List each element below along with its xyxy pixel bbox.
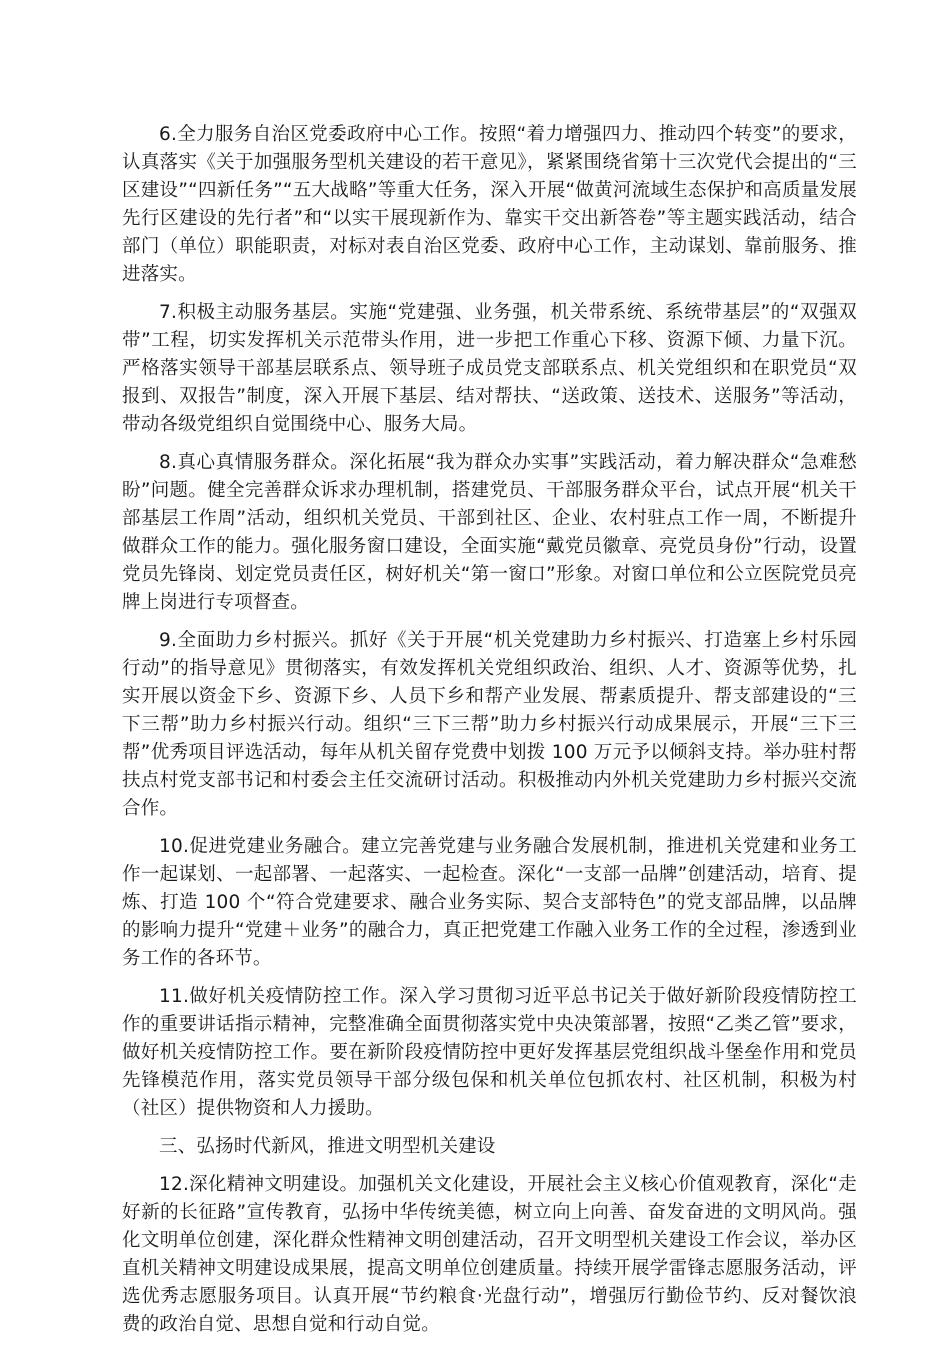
section-heading: 三、弘扬时代新风，推进文明型机关建设 bbox=[159, 1136, 496, 1157]
paragraph-12: 12.深化精神文明建设。加强机关文化建设，开展社会主义核心价值观教育，深化“走好新的长征路”宣传教育，弘扬中华传统美德，树立向上向善、奋发奋进的文明风尚。强化文明单位创建，深化群众性精神文明创建活动，召开文明型机关建设工作会议，举办区直机关精神文明建设成果展，提高文明单位创建质量。持续开展学雷锋志愿服务活动，评选优秀志愿服务项目。认真开展“节约粮食·光盘行动”，增强厉行勤俭节约、反对餐饮浪费的政治自觉、思想自觉和行动自觉。 bbox=[122, 1174, 857, 1335]
document-page bbox=[122, 121, 857, 1349]
paragraph-11: 11.做好机关疫情防控工作。深入学习贯彻习近平总书记关于做好新阶段疫情防控工作的重要讲话指示精神，完整准确全面贯彻落实党中央决策部署，按照“乙类乙管”要求，做好机关疫情防控工作。要在新阶段疫情防控中更好发挥基层党组织战斗堡垒作用和党员先锋模范作用，落实党员领导干部分级包保和机关单位包抓农村、社区机制，积极为村（社区）提供物资和人力援助。 bbox=[122, 986, 857, 1119]
paragraph-8: 8.真心真情服务群众。深化拓展“我为群众办实事”实践活动，着力解决群众“急难愁盼”问题。健全完善群众诉求办理机制，搭建党员、干部服务群众平台，试点开展“机关干部基层工作周”活动，组织机关党员、干部到社区、企业、农村驻点工作一周，不断提升做群众工作的能力。强化服务窗口建设，全面实施“戴党员徽章、亮党员身份”行动，设置党员先锋岗、划定党员责任区，树好机关“第一窗口”形象。对窗口单位和公立医院党员亮牌上岗进行专项督查。 bbox=[122, 452, 857, 613]
paragraph-9: 9.全面助力乡村振兴。抓好《关于开展“机关党建助力乡村振兴、打造塞上乡村乐园行动”的指导意见》贯彻落实，有效发挥机关党组织政治、组织、人才、资源等优势，扎实开展以资金下乡、资源下乡、人员下乡和帮产业发展、帮素质提升、帮支部建设的“三下三帮”助力乡村振兴行动。组织“三下三帮”助力乡村振兴行动成果展示，开展“三下三帮”优秀项目评选活动，每年从机关留存党费中划拨 100 万元予以倾斜支持。举办驻村帮扶点村党支部书记和村委会主任交流研讨活动。积极推动内外机关党建助力乡村振兴交流合作。 bbox=[122, 630, 857, 819]
paragraph-7: 7.积极主动服务基层。实施“党建强、业务强，机关带系统、系统带基层”的“双强双带”工程，切实发挥机关示范带头作用，进一步把工作重心下移、资源下倾、力量下沉。严格落实领导干部基层联系点、领导班子成员党支部联系点、机关党组织和在职党员“双报到、双报告”制度，深入开展下基层、结对帮扶、“送政策、送技术、送服务”等活动，带动各级党组织自觉围绕中心、服务大局。 bbox=[122, 302, 857, 435]
paragraph-10: 10.促进党建业务融合。建立完善党建与业务融合发展机制，推进机关党建和业务工作一起谋划、一起部署、一起落实、一起检查。深化“一支部一品牌”创建活动，培育、提炼、打造 100 个“符合党建要求、融合业务实际、契合支部特色”的党支部品牌，以品牌的影响力提升“党建＋业务”的融合力，真正把党建工作融入业务工作的全过程，渗透到业务工作的各环节。 bbox=[122, 836, 857, 969]
paragraph-6: 6.全力服务自治区党委政府中心工作。按照“着力增强四力、推动四个转变”的要求，认真落实《关于加强服务型机关建设的若干意见》，紧紧围绕省第十三次党代会提出的“三区建设”“四新任务”“五大战略”等重大任务，深入开展“做黄河流域生态保护和高质量发展先行区建设的先行者”和“以实干展现新作为、靠实干交出新答卷”等主题实践活动，结合部门（单位）职能职责，对标对表自治区党委、政府中心工作，主动谋划、靠前服务、推进落实。 bbox=[122, 124, 857, 285]
